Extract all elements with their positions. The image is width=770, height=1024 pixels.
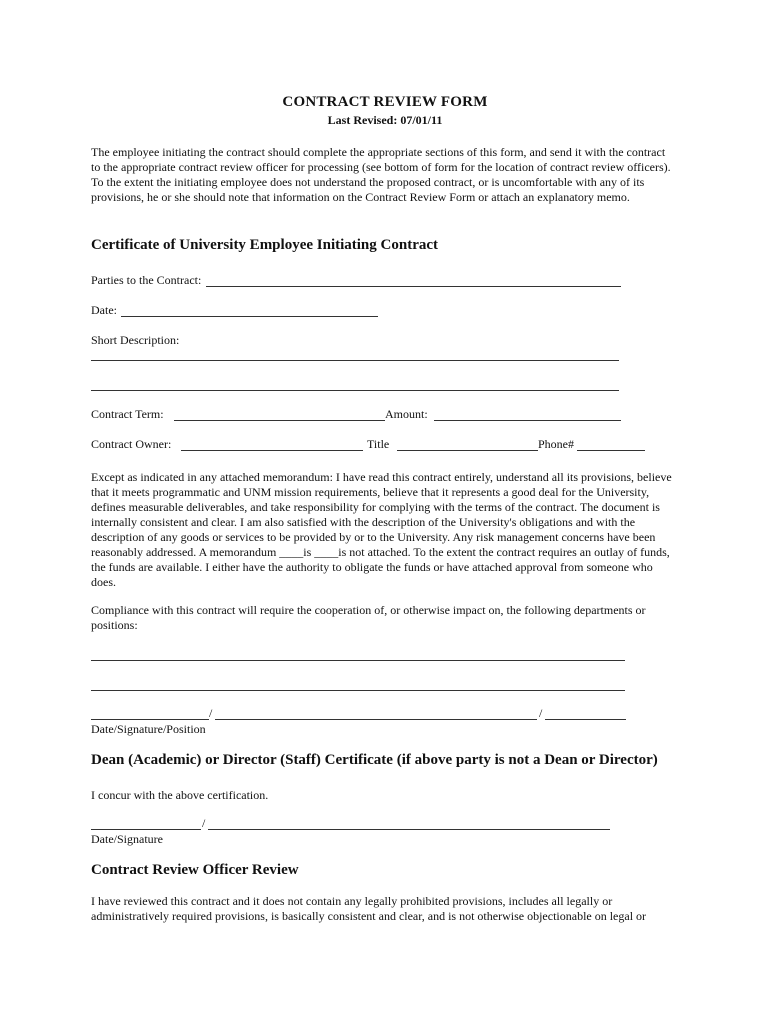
short-description-line-1[interactable] bbox=[91, 360, 619, 361]
form-title: CONTRACT REVIEW FORM bbox=[282, 94, 488, 110]
amount-field[interactable] bbox=[434, 420, 621, 421]
employee-signature-field[interactable] bbox=[215, 719, 537, 720]
employee-date-field[interactable] bbox=[91, 719, 209, 720]
separator-slash: / bbox=[209, 706, 213, 720]
review-paragraph: I have reviewed this contract and it does not contain any legally prohibited provisions, includes all legally or administratively required provisions, is basically consistent and clear, and is not otherwise objectionable on legal or bbox=[91, 894, 647, 923]
title-label: Title bbox=[367, 437, 390, 451]
contract-owner-label: Contract Owner: bbox=[91, 437, 172, 451]
title-field[interactable] bbox=[397, 450, 538, 451]
employee-position-field[interactable] bbox=[545, 719, 626, 720]
amount-label: Amount: bbox=[385, 407, 428, 421]
compliance-paragraph: Compliance with this contract will require the cooperation of, or otherwise impact on, the following departments or positions: bbox=[91, 603, 646, 632]
short-description-label: Short Description: bbox=[91, 333, 180, 347]
dean-signature-label: Date/Signature bbox=[91, 832, 163, 846]
dean-date-field[interactable] bbox=[91, 829, 201, 830]
short-description-line-2[interactable] bbox=[91, 390, 619, 391]
section-dean-director-heading: Dean (Academic) or Director (Staff) Certificate (if above party is not a Dean or Director) bbox=[91, 752, 658, 768]
contract-term-label: Contract Term: bbox=[91, 407, 164, 421]
phone-field[interactable] bbox=[577, 450, 645, 451]
dean-signature-field[interactable] bbox=[208, 829, 610, 830]
date-label: Date: bbox=[91, 303, 117, 317]
last-revised: Last Revised: 07/01/11 bbox=[327, 113, 443, 127]
date-field[interactable] bbox=[121, 316, 378, 317]
section-review-officer-heading: Contract Review Officer Review bbox=[91, 862, 299, 878]
certification-paragraph: Except as indicated in any attached memorandum: I have read this contract entirely, understand all its provisions, believe that it meets programmatic and UNM mission requirements, believe that it represents a good deal for the University, defines measurable deliverables, and take responsibility for complying with the terms of the contract. The document is internally consistent and clear. I am also satisfied with the description of the University's obligations and with the description of any goods or services to be provided by or to the University. Any risk management concerns have been reasonably addressed. A memorandum ____is ____is not attached. To the extent the contract requires an outlay of funds, the funds are available. I either have the authority to obligate the funds or have attached approval from someone who does. bbox=[91, 470, 672, 589]
separator-slash: / bbox=[539, 706, 543, 720]
intro-paragraph: The employee initiating the contract should complete the appropriate sections of this form, and send it with the contract to the appropriate contract review officer for processing (see bottom of form for the location of contract review officers). To the extent the initiating employee does not understand the proposed contract, or is uncomfortable with any of its provisions, he or she should note that information on the Contract Review Form or attach an explanatory memo. bbox=[91, 145, 671, 204]
section-employee-certificate-heading: Certificate of University Employee Initiating Contract bbox=[91, 237, 439, 253]
parties-field[interactable] bbox=[206, 286, 621, 287]
phone-label: Phone# bbox=[538, 437, 574, 451]
compliance-line-1[interactable] bbox=[91, 660, 625, 661]
employee-signature-label: Date/Signature/Position bbox=[91, 722, 206, 736]
contract-term-field[interactable] bbox=[174, 420, 385, 421]
parties-label: Parties to the Contract: bbox=[91, 273, 202, 287]
separator-slash: / bbox=[202, 816, 206, 830]
compliance-line-2[interactable] bbox=[91, 690, 625, 691]
contract-owner-field[interactable] bbox=[181, 450, 363, 451]
concur-text: I concur with the above certification. bbox=[91, 788, 269, 802]
